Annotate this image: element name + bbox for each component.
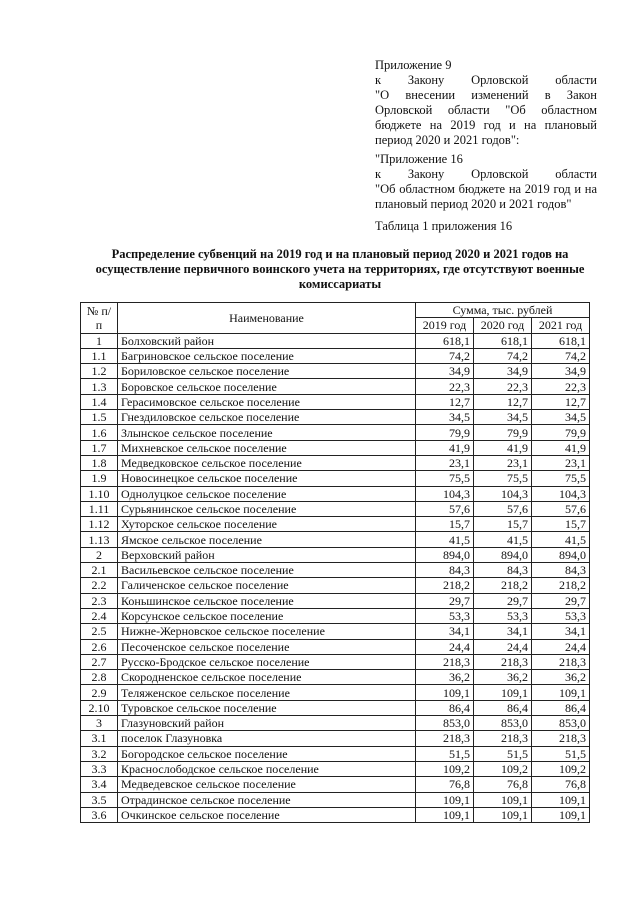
value-2019: 74,2 [416, 348, 474, 363]
header-name: Наименование [118, 303, 416, 334]
row-name: Михневское сельское поселение [118, 440, 416, 455]
table-row [81, 348, 590, 363]
value-2020: 12,7 [474, 394, 532, 409]
value-2019: 853,0 [416, 716, 474, 731]
document-title: Распределение субвенций на 2019 год и на плановый период 2020 и 2021 годов на осуществление первичного воинского учета на территориях, где отсутствуют военные комиссариаты [95, 247, 585, 291]
table-row [81, 716, 590, 731]
row-number: 1.1 [81, 348, 118, 363]
value-2019: 41,9 [416, 440, 474, 455]
value-2021: 22,3 [532, 379, 590, 394]
row-name: Туровское сельское поселение [118, 700, 416, 715]
row-number: 2.10 [81, 700, 118, 715]
table-row [81, 547, 590, 562]
row-number: 1.11 [81, 501, 118, 516]
row-name: Богородское сельское поселение [118, 746, 416, 761]
row-number: 1.7 [81, 440, 118, 455]
value-2021: 218,3 [532, 731, 590, 746]
row-number: 3.4 [81, 777, 118, 792]
table-row [81, 486, 590, 501]
value-2021: 109,1 [532, 807, 590, 822]
row-number: 1.10 [81, 486, 118, 501]
value-2021: 12,7 [532, 394, 590, 409]
table-row [81, 471, 590, 486]
value-2020: 76,8 [474, 777, 532, 792]
row-number: 2.3 [81, 593, 118, 608]
value-2019: 53,3 [416, 608, 474, 623]
table-row [81, 731, 590, 746]
value-2020: 109,1 [474, 792, 532, 807]
header-2021: 2021 год [532, 318, 590, 333]
value-2021: 29,7 [532, 593, 590, 608]
value-2020: 57,6 [474, 501, 532, 516]
table-row [81, 517, 590, 532]
value-2021: 109,2 [532, 761, 590, 776]
value-2020: 34,1 [474, 624, 532, 639]
row-name: Очкинское сельское поселение [118, 807, 416, 822]
row-number: 1.2 [81, 364, 118, 379]
table-body [81, 333, 590, 823]
value-2019: 57,6 [416, 501, 474, 516]
value-2021: 41,9 [532, 440, 590, 455]
row-number: 2.9 [81, 685, 118, 700]
row-name: Нижне-Жерновское сельское поселение [118, 624, 416, 639]
row-name: Корсунское сельское поселение [118, 608, 416, 623]
value-2020: 109,2 [474, 761, 532, 776]
value-2019: 218,3 [416, 731, 474, 746]
value-2021: 618,1 [532, 333, 590, 348]
value-2020: 109,1 [474, 685, 532, 700]
value-2019: 34,1 [416, 624, 474, 639]
value-2020: 41,5 [474, 532, 532, 547]
table-row [81, 501, 590, 516]
table-row [81, 777, 590, 792]
table-row [81, 440, 590, 455]
table-row [81, 593, 590, 608]
value-2020: 24,4 [474, 639, 532, 654]
row-name: Русско-Бродское сельское поселение [118, 654, 416, 669]
value-2019: 109,1 [416, 807, 474, 822]
row-name: поселок Глазуновка [118, 731, 416, 746]
value-2020: 853,0 [474, 716, 532, 731]
value-2021: 218,2 [532, 578, 590, 593]
value-2019: 104,3 [416, 486, 474, 501]
value-2020: 51,5 [474, 746, 532, 761]
row-name: Хуторское сельское поселение [118, 517, 416, 532]
table-row [81, 364, 590, 379]
header-2020: 2020 год [474, 318, 532, 333]
row-name: Герасимовское сельское поселение [118, 394, 416, 409]
table-row [81, 746, 590, 761]
row-number: 3.5 [81, 792, 118, 807]
row-number: 1.9 [81, 471, 118, 486]
table-row [81, 624, 590, 639]
value-2020: 109,1 [474, 807, 532, 822]
value-2021: 109,1 [532, 685, 590, 700]
value-2021: 34,5 [532, 410, 590, 425]
value-2020: 84,3 [474, 563, 532, 578]
value-2020: 53,3 [474, 608, 532, 623]
row-name: Сурьянинское сельское поселение [118, 501, 416, 516]
value-2020: 86,4 [474, 700, 532, 715]
row-number: 2.1 [81, 563, 118, 578]
row-name: Верховский район [118, 547, 416, 562]
row-number: 2.6 [81, 639, 118, 654]
value-2020: 218,3 [474, 654, 532, 669]
appendix-line: к Закону Орловской области [375, 73, 597, 87]
row-name: Отрадинское сельское поселение [118, 792, 416, 807]
value-2020: 894,0 [474, 547, 532, 562]
value-2020: 79,9 [474, 425, 532, 440]
table-reference: Таблица 1 приложения 16 [375, 219, 513, 233]
value-2019: 76,8 [416, 777, 474, 792]
appendix-main-note [375, 58, 597, 148]
table-row [81, 410, 590, 425]
appendix-line: "О внесении изменений в Закон Орловской области "Об областном бюджете на 2019 год и на плановый период 2020 и 2021 годов": [375, 88, 597, 147]
value-2020: 104,3 [474, 486, 532, 501]
value-2021: 79,9 [532, 425, 590, 440]
row-number: 2.4 [81, 608, 118, 623]
value-2021: 15,7 [532, 517, 590, 532]
value-2020: 618,1 [474, 333, 532, 348]
value-2021: 51,5 [532, 746, 590, 761]
value-2019: 75,5 [416, 471, 474, 486]
value-2019: 15,7 [416, 517, 474, 532]
table-row [81, 670, 590, 685]
appendix-line: "Об областном бюджете на 2019 год и на плановый период 2020 и 2021 годов" [375, 182, 597, 211]
value-2019: 109,1 [416, 792, 474, 807]
value-2021: 34,9 [532, 364, 590, 379]
value-2019: 79,9 [416, 425, 474, 440]
value-2019: 218,3 [416, 654, 474, 669]
value-2021: 57,6 [532, 501, 590, 516]
value-2021: 86,4 [532, 700, 590, 715]
value-2020: 74,2 [474, 348, 532, 363]
appendix-original-note [375, 152, 597, 212]
value-2020: 41,9 [474, 440, 532, 455]
value-2019: 86,4 [416, 700, 474, 715]
row-name: Галиченское сельское поселение [118, 578, 416, 593]
row-name: Ямское сельское поселение [118, 532, 416, 547]
row-name: Боровское сельское поселение [118, 379, 416, 394]
value-2019: 36,2 [416, 670, 474, 685]
header-sum: Сумма, тыс. рублей [416, 303, 590, 318]
value-2021: 76,8 [532, 777, 590, 792]
row-number: 1.13 [81, 532, 118, 547]
value-2019: 109,1 [416, 685, 474, 700]
value-2019: 618,1 [416, 333, 474, 348]
value-2020: 34,5 [474, 410, 532, 425]
value-2021: 74,2 [532, 348, 590, 363]
row-name: Коньшинское сельское поселение [118, 593, 416, 608]
row-name: Однолуцкое сельское поселение [118, 486, 416, 501]
value-2020: 34,9 [474, 364, 532, 379]
row-number: 1.12 [81, 517, 118, 532]
row-number: 1.3 [81, 379, 118, 394]
table-row [81, 700, 590, 715]
row-name: Глазуновский район [118, 716, 416, 731]
row-name: Новосинецкое сельское поселение [118, 471, 416, 486]
table-row [81, 563, 590, 578]
table-row [81, 654, 590, 669]
row-name: Скородненское сельское поселение [118, 670, 416, 685]
table-row [81, 792, 590, 807]
value-2021: 104,3 [532, 486, 590, 501]
value-2021: 24,4 [532, 639, 590, 654]
value-2021: 109,1 [532, 792, 590, 807]
row-number: 1.8 [81, 455, 118, 470]
appendix-line: к Закону Орловской области [375, 167, 597, 181]
row-number: 3.1 [81, 731, 118, 746]
row-number: 3 [81, 716, 118, 731]
table-row [81, 639, 590, 654]
value-2019: 218,2 [416, 578, 474, 593]
row-name: Медведевское сельское поселение [118, 777, 416, 792]
value-2019: 24,4 [416, 639, 474, 654]
appendix-line: Приложение 9 [375, 58, 452, 72]
row-name: Теляженское сельское поселение [118, 685, 416, 700]
table-row [81, 532, 590, 547]
row-name: Медведковское сельское поселение [118, 455, 416, 470]
row-number: 1.6 [81, 425, 118, 440]
row-name: Болховский район [118, 333, 416, 348]
value-2019: 29,7 [416, 593, 474, 608]
table-row [81, 685, 590, 700]
table-row [81, 394, 590, 409]
row-number: 1 [81, 333, 118, 348]
value-2020: 218,2 [474, 578, 532, 593]
table-row [81, 608, 590, 623]
table-row [81, 425, 590, 440]
table-row [81, 333, 590, 348]
row-number: 3.2 [81, 746, 118, 761]
value-2021: 84,3 [532, 563, 590, 578]
value-2021: 853,0 [532, 716, 590, 731]
value-2021: 41,5 [532, 532, 590, 547]
row-number: 2.5 [81, 624, 118, 639]
table-row [81, 455, 590, 470]
value-2020: 22,3 [474, 379, 532, 394]
value-2021: 36,2 [532, 670, 590, 685]
row-number: 1.5 [81, 410, 118, 425]
value-2020: 15,7 [474, 517, 532, 532]
value-2020: 29,7 [474, 593, 532, 608]
value-2021: 23,1 [532, 455, 590, 470]
value-2019: 894,0 [416, 547, 474, 562]
value-2019: 22,3 [416, 379, 474, 394]
row-number: 2.7 [81, 654, 118, 669]
row-number: 2 [81, 547, 118, 562]
value-2019: 84,3 [416, 563, 474, 578]
row-name: Гнездиловское сельское поселение [118, 410, 416, 425]
value-2021: 34,1 [532, 624, 590, 639]
row-number: 3.3 [81, 761, 118, 776]
value-2019: 34,9 [416, 364, 474, 379]
table-row [81, 379, 590, 394]
appendix-line: "Приложение 16 [375, 152, 463, 166]
value-2021: 894,0 [532, 547, 590, 562]
value-2020: 218,3 [474, 731, 532, 746]
value-2019: 12,7 [416, 394, 474, 409]
value-2021: 75,5 [532, 471, 590, 486]
value-2019: 109,2 [416, 761, 474, 776]
table-row [81, 578, 590, 593]
value-2019: 34,5 [416, 410, 474, 425]
row-number: 2.2 [81, 578, 118, 593]
row-number: 3.6 [81, 807, 118, 822]
row-name: Песоченское сельское поселение [118, 639, 416, 654]
value-2020: 36,2 [474, 670, 532, 685]
row-name: Краснослободское сельское поселение [118, 761, 416, 776]
header-2019: 2019 год [416, 318, 474, 333]
row-name: Бориловское сельское поселение [118, 364, 416, 379]
row-number: 1.4 [81, 394, 118, 409]
row-name: Злынское сельское поселение [118, 425, 416, 440]
row-name: Васильевское сельское поселение [118, 563, 416, 578]
row-number: 2.8 [81, 670, 118, 685]
value-2021: 218,3 [532, 654, 590, 669]
value-2019: 51,5 [416, 746, 474, 761]
header-num: № п/п [81, 303, 118, 334]
table-row [81, 807, 590, 822]
value-2020: 75,5 [474, 471, 532, 486]
value-2019: 41,5 [416, 532, 474, 547]
row-name: Багриновское сельское поселение [118, 348, 416, 363]
subsidy-table [80, 302, 590, 823]
value-2020: 23,1 [474, 455, 532, 470]
value-2019: 23,1 [416, 455, 474, 470]
value-2021: 53,3 [532, 608, 590, 623]
table-row [81, 761, 590, 776]
